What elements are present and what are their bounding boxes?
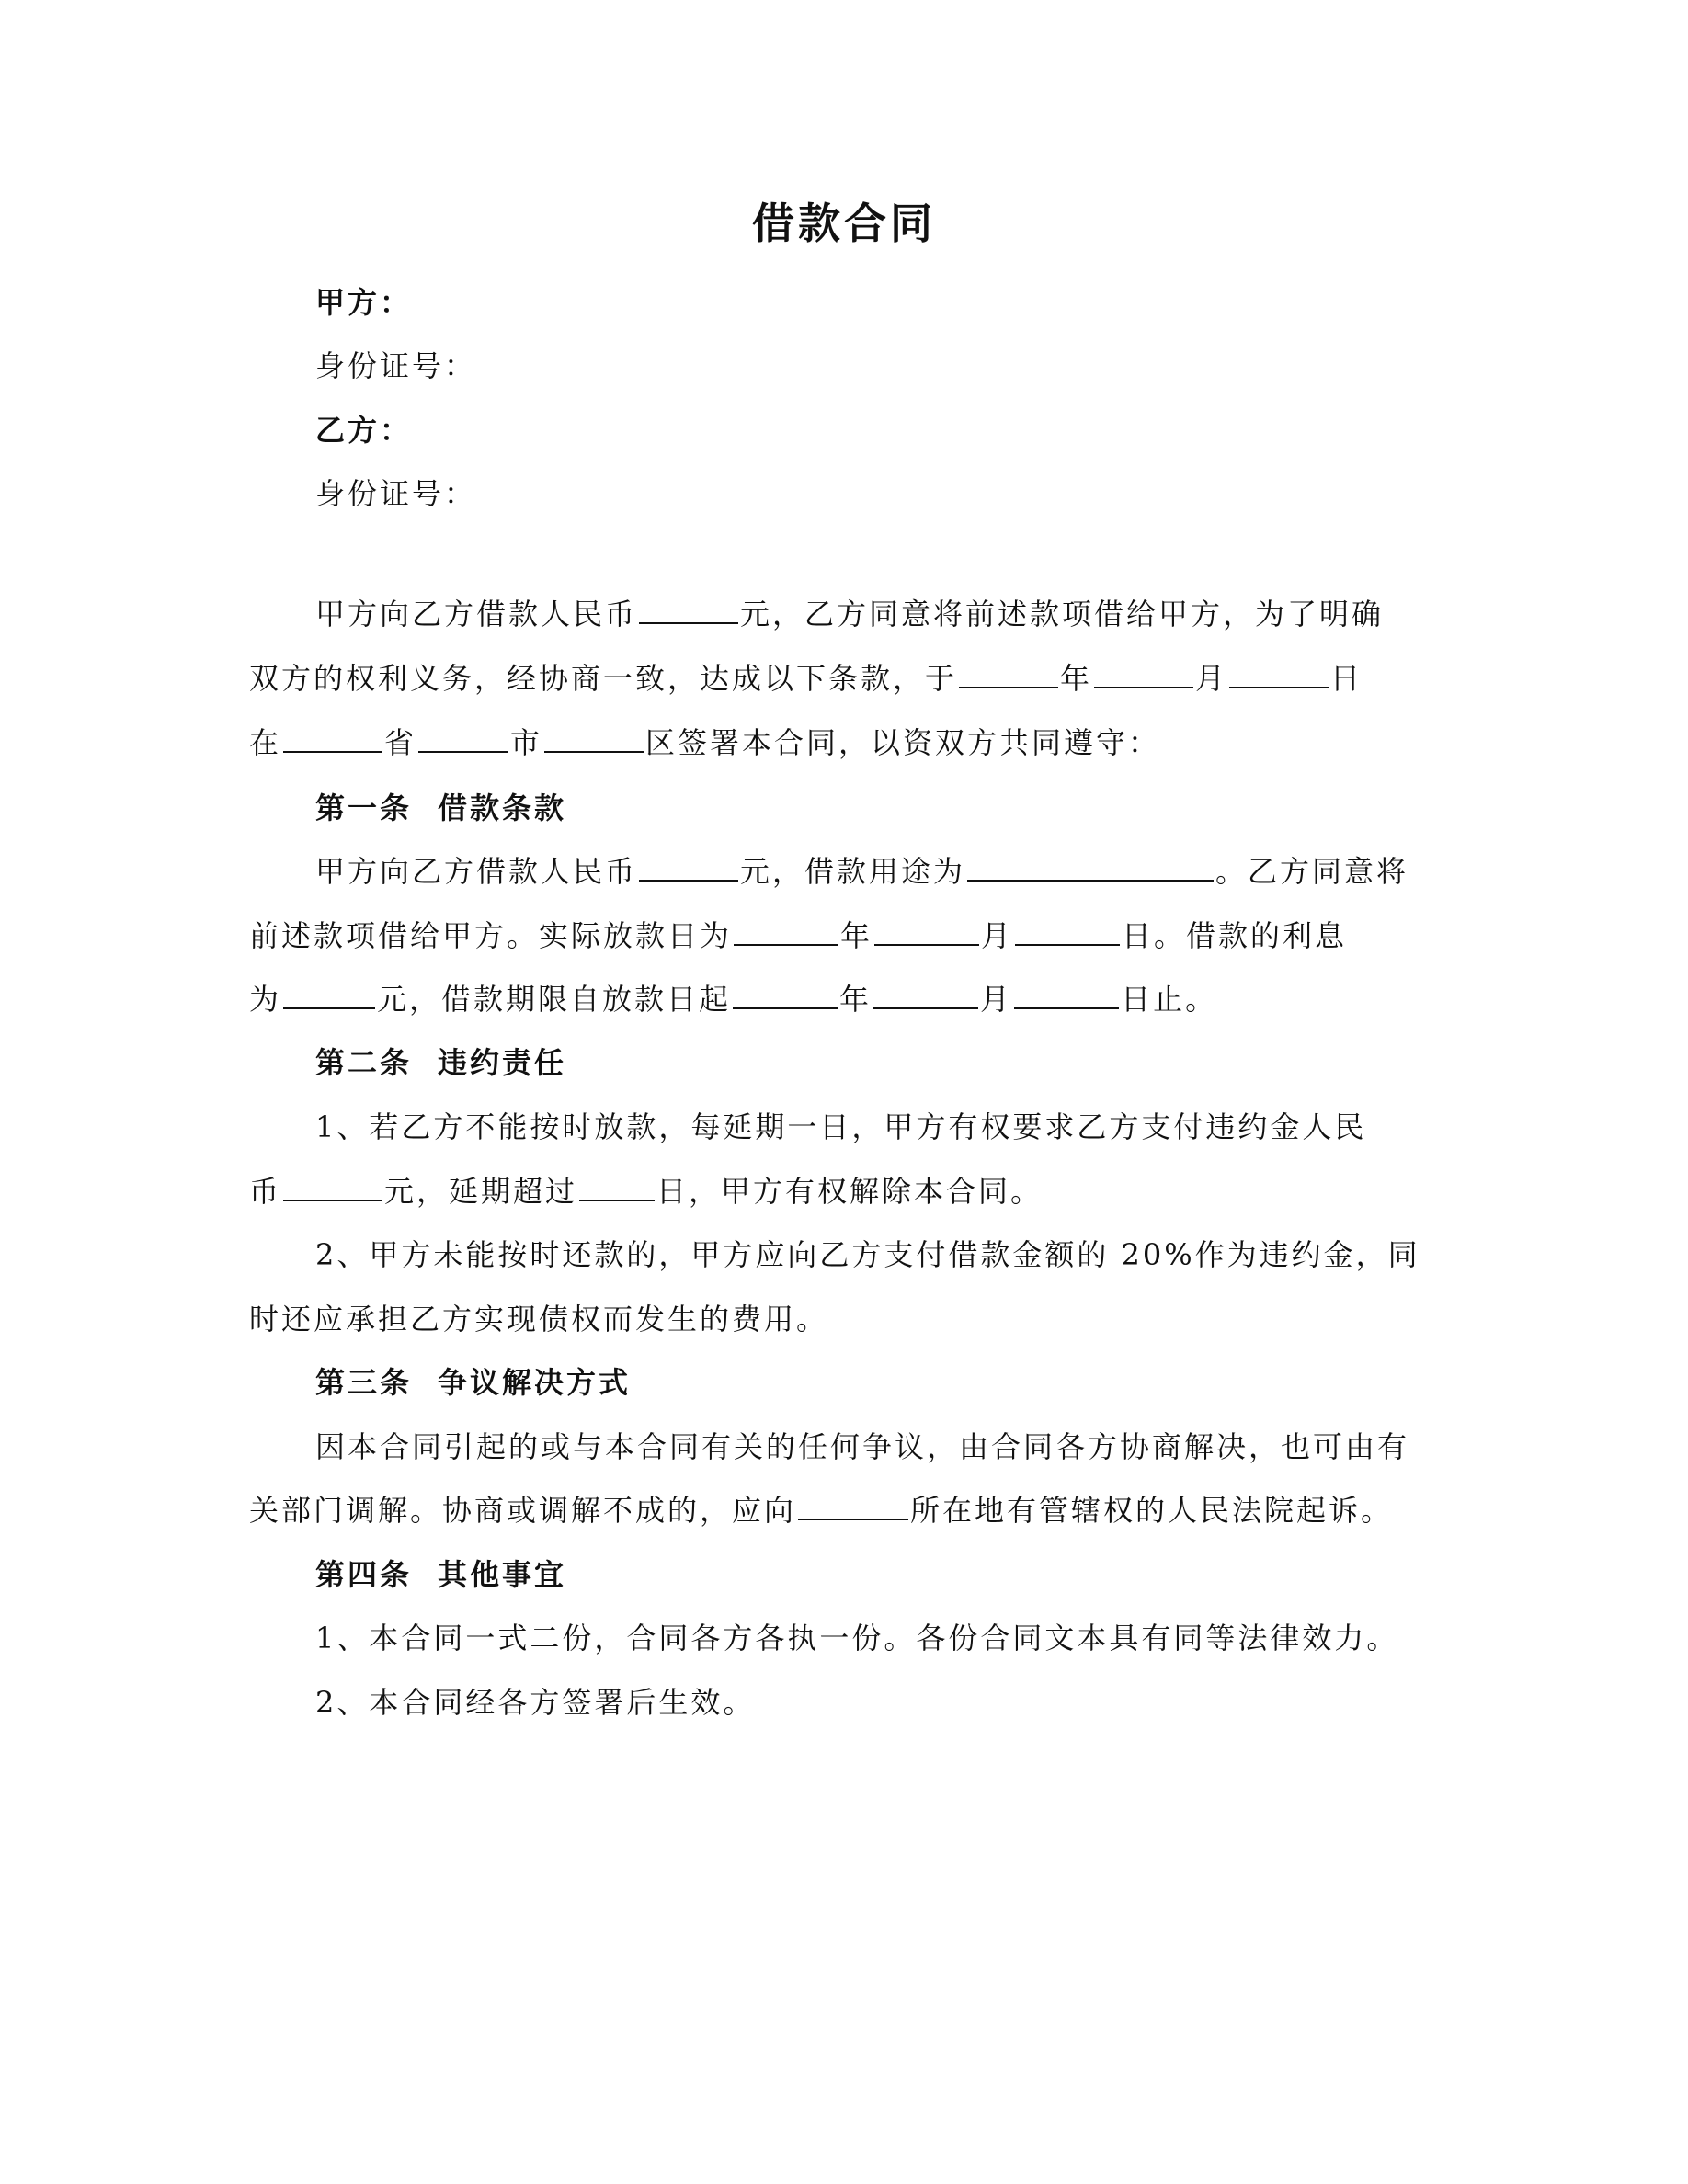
court-location-blank [798,1489,908,1520]
loan-amount-blank [639,593,738,624]
article-text: 甲方向乙方借款人民币 [315,854,638,889]
article-1-line-3 [249,978,1217,1020]
sign-year-blank [959,657,1058,688]
article-title: 争议解决方式 [438,1365,632,1400]
article-text: 日，甲方有权解除本合同。 [656,1174,1044,1209]
party-b-id-label: 身份证号： [315,476,477,511]
intro-text: 市 [510,725,543,760]
article-text: 日止。 [1121,982,1218,1017]
article-title: 其他事宜 [438,1557,567,1592]
article-text: 年 [839,982,873,1017]
penalty-amount-blank [283,1170,382,1201]
term-year-blank [733,978,838,1009]
sign-month-blank [1094,657,1193,688]
intro-line-1 [315,593,1384,635]
article-text: 年 [840,918,873,953]
release-day-blank [1015,915,1120,946]
intro-text: 省 [384,725,417,760]
intro-text: 甲方向乙方借款人民币 [315,597,638,631]
article-number: 第三条 [315,1365,413,1400]
article-2-p1-line-1: 1、若乙方不能按时放款，每延期一日，甲方有权要求乙方支付违约金人民 [315,1109,1367,1144]
article-text: 元，借款期限自放款日起 [377,982,732,1017]
intro-text: 双方的权利义务，经协商一致，达成以下条款，于 [249,661,958,696]
interest-blank [283,978,375,1009]
article-text: 日。借款的利息 [1122,918,1348,953]
article-2-p1-line-2 [249,1170,1043,1212]
article-title: 违约责任 [438,1045,567,1080]
intro-text: 日 [1330,661,1363,696]
city-blank [418,722,508,753]
article-2-p2-line-1: 2、甲方未能按时还款的，甲方应向乙方支付借款金额的 20%作为违约金，同 [315,1237,1420,1272]
article-text: 前述款项借给甲方。实际放款日为 [249,918,733,953]
intro-text: 区签署本合同，以资双方共同遵守： [645,725,1161,760]
party-b-label: 乙方： [315,413,413,448]
article-text: 元，借款用途为 [740,854,966,889]
party-a-id-label: 身份证号： [315,348,477,383]
article-text: 月 [981,918,1014,953]
article-4-item-1: 1、本合同一式二份，合同各方各执一份。各份合同文本具有同等法律效力。 [315,1621,1399,1655]
intro-text: 元，乙方同意将前述款项借给甲方，为了明确 [740,597,1385,631]
term-day-blank [1014,978,1119,1009]
article-text: 月 [980,982,1013,1017]
term-month-blank [873,978,978,1009]
article-text: 元，延期超过 [384,1174,578,1209]
article-4-heading [315,1553,566,1596]
sign-day-blank [1229,657,1329,688]
article-text: 为 [249,982,282,1017]
article-text: 。乙方同意将 [1215,854,1409,889]
article-number: 第一条 [315,791,413,825]
article-text: 关部门调解。协商或调解不成的，应向 [249,1493,797,1528]
article-1-line-2 [249,915,1347,957]
loan-amount-blank [639,850,738,882]
district-blank [544,722,644,753]
article-3-line-2 [249,1489,1393,1531]
intro-text: 年 [1060,661,1093,696]
intro-line-2 [249,657,1363,700]
article-2-p2-line-2: 时还应承担乙方实现债权而发生的费用。 [249,1302,829,1337]
release-month-blank [874,915,979,946]
loan-purpose-blank [967,850,1214,882]
article-title: 借款条款 [438,791,567,825]
article-number: 第二条 [315,1045,413,1080]
party-a-label: 甲方： [315,285,413,320]
article-4-item-2: 2、本合同经各方签署后生效。 [315,1685,756,1720]
article-2-heading [315,1041,566,1084]
intro-line-3 [249,722,1160,764]
article-3-line-1: 因本合同引起的或与本合同有关的任何争议，由合同各方协商解决，也可由有 [315,1429,1410,1464]
province-blank [283,722,382,753]
article-1-heading [315,787,566,829]
delay-days-blank [579,1170,655,1201]
article-text: 币 [249,1174,282,1209]
intro-text: 月 [1195,661,1228,696]
document-title: 借款合同 [752,199,936,248]
article-3-heading [315,1361,631,1404]
article-text: 所在地有管辖权的人民法院起诉。 [910,1493,1394,1528]
intro-text: 在 [249,725,282,760]
release-year-blank [734,915,838,946]
article-1-line-1 [315,850,1409,893]
article-number: 第四条 [315,1557,413,1592]
